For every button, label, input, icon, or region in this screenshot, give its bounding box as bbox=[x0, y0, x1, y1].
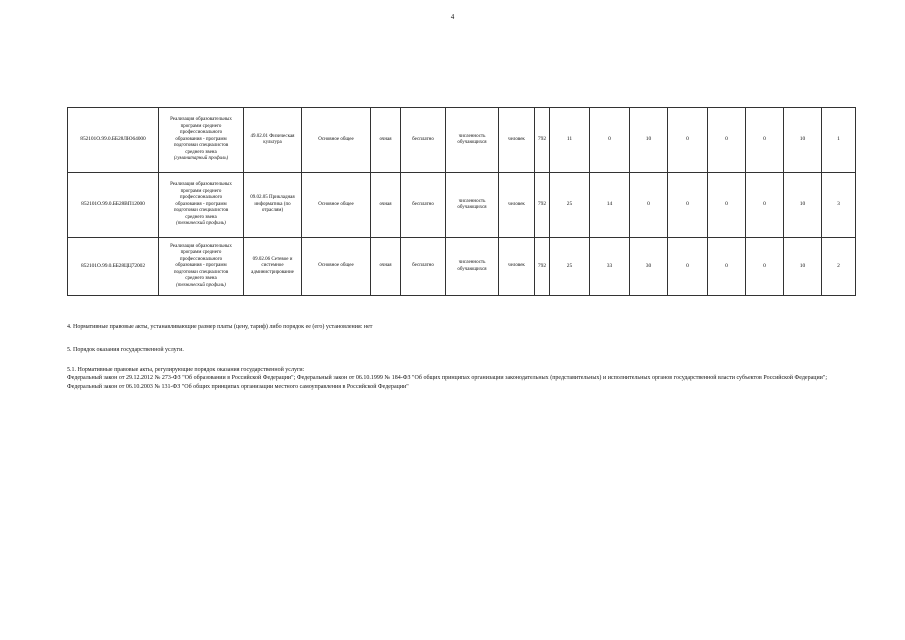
okei-code-cell: 792 bbox=[535, 238, 550, 296]
unit-cell: человек bbox=[499, 238, 535, 296]
value-cell: 0 bbox=[630, 173, 668, 238]
registry-code-cell: 852101О.99.0.ББ28ЦЦ72002 bbox=[68, 238, 159, 296]
program-name-line: профессионального bbox=[179, 130, 223, 136]
table-row bbox=[68, 238, 856, 296]
value-cell: 10 bbox=[630, 108, 668, 173]
specialty-cell: 09.02.05 Прикладная информатика (по отраслям) bbox=[244, 173, 302, 238]
program-profile: (технический профиль) bbox=[176, 221, 226, 227]
education-form-cell: очная bbox=[371, 108, 401, 173]
education-base-cell: Основное общее bbox=[302, 108, 371, 173]
value-cell: 0 bbox=[668, 108, 708, 173]
specialty-cell: 49.02.01 Физическая культура bbox=[244, 108, 302, 173]
value-cell: 0 bbox=[746, 173, 784, 238]
value-cell: 10 bbox=[784, 238, 822, 296]
section-4-payment-acts: 4. Нормативные правовые акты, устанавливающие размер платы (цену, тариф) либо порядок ее (его) установления: нет bbox=[67, 324, 373, 330]
okei-code-cell: 792 bbox=[535, 173, 550, 238]
program-name-cell bbox=[159, 108, 244, 173]
value-cell: 0 bbox=[746, 238, 784, 296]
table-row bbox=[68, 173, 856, 238]
program-name-cell bbox=[159, 173, 244, 238]
program-name-line: Реализация образовательных bbox=[170, 243, 232, 249]
program-name-line: среднего звена bbox=[185, 214, 217, 220]
program-profile: (технический профиль) bbox=[176, 282, 226, 288]
registry-code-cell: 852101О.99.0.ББ28ВП12000 bbox=[68, 173, 159, 238]
program-name-line: профессионального bbox=[179, 256, 223, 262]
value-cell: 2 bbox=[822, 238, 856, 296]
page-number: 4 bbox=[450, 13, 455, 21]
value-cell: 0 bbox=[668, 173, 708, 238]
service-volume-table bbox=[67, 107, 856, 296]
program-name-line: среднего звена bbox=[185, 276, 217, 282]
program-name-line: образования - программ bbox=[175, 136, 227, 142]
unit-cell: человек bbox=[499, 173, 535, 238]
program-name-line: программ среднего bbox=[180, 123, 222, 129]
program-name-line: профессионального bbox=[179, 195, 223, 201]
value-cell: 0 bbox=[708, 108, 746, 173]
program-name-line: подготовки специалистов bbox=[173, 208, 229, 214]
indicator-cell: численность обучающихся bbox=[446, 173, 499, 238]
value-cell: 0 bbox=[590, 108, 630, 173]
program-name-line: образования - программ bbox=[175, 201, 227, 207]
program-name-line: программ среднего bbox=[180, 250, 222, 256]
value-cell: 1 bbox=[822, 108, 856, 173]
value-cell: 30 bbox=[630, 238, 668, 296]
value-cell: 33 bbox=[590, 238, 630, 296]
value-cell: 3 bbox=[822, 173, 856, 238]
indicator-cell: численность обучающихся bbox=[446, 238, 499, 296]
okei-code-cell: 792 bbox=[535, 108, 550, 173]
value-cell: 11 bbox=[550, 108, 590, 173]
specialty-cell: 09.02.06 Сетевое и системное администрирование bbox=[244, 238, 302, 296]
program-name-line: подготовки специалистов bbox=[173, 269, 229, 275]
education-base-cell: Основное общее bbox=[302, 238, 371, 296]
payment-cell: бесплатно bbox=[401, 173, 446, 238]
value-cell: 10 bbox=[784, 108, 822, 173]
program-profile: (гуманитарный профиль) bbox=[173, 156, 229, 162]
value-cell: 10 bbox=[784, 173, 822, 238]
program-name-line: программ среднего bbox=[180, 188, 222, 194]
program-name-line: Реализация образовательных bbox=[170, 117, 232, 123]
value-cell: 0 bbox=[668, 238, 708, 296]
section-5-1-laws: Федеральный закон от 29.12.2012 № 273-ФЗ "Об образовании в Российской Федерации"; Федеральный закон от 06.10.1999 № 184-ФЗ "Об общих принципах организации законодательных (представительных) и исполнительных органов государственной власти субъектов Российской Федерации"; Федеральный закон от 06.10.2003 № 131-ФЗ "Об общих принципах организации местного самоуправления в Российской Федерации" bbox=[67, 375, 827, 390]
section-5-procedure-heading: 5. Порядок оказания государственной услуги. bbox=[67, 347, 184, 353]
program-name-line: среднего звена bbox=[185, 149, 217, 155]
value-cell: 25 bbox=[550, 173, 590, 238]
program-name-line: Реализация образовательных bbox=[170, 182, 232, 188]
program-name-line: образования - программ bbox=[175, 263, 227, 269]
education-form-cell: очная bbox=[371, 238, 401, 296]
value-cell: 0 bbox=[708, 173, 746, 238]
section-5-1-title: 5.1. Нормативные правовые акты, регулирующие порядок оказания государственной услуги: bbox=[67, 367, 305, 373]
program-name-line: подготовки специалистов bbox=[173, 143, 229, 149]
education-form-cell: очная bbox=[371, 173, 401, 238]
registry-code-cell: 852101О.99.0.ББ28ЛЮ64000 bbox=[68, 108, 159, 173]
value-cell: 25 bbox=[550, 238, 590, 296]
value-cell: 0 bbox=[746, 108, 784, 173]
unit-cell: человек bbox=[499, 108, 535, 173]
education-base-cell: Основное общее bbox=[302, 173, 371, 238]
indicator-cell: численность обучающихся bbox=[446, 108, 499, 173]
value-cell: 14 bbox=[590, 173, 630, 238]
program-name-cell bbox=[159, 238, 244, 296]
value-cell: 0 bbox=[708, 238, 746, 296]
payment-cell: бесплатно bbox=[401, 108, 446, 173]
table-row bbox=[68, 108, 856, 173]
payment-cell: бесплатно bbox=[401, 238, 446, 296]
